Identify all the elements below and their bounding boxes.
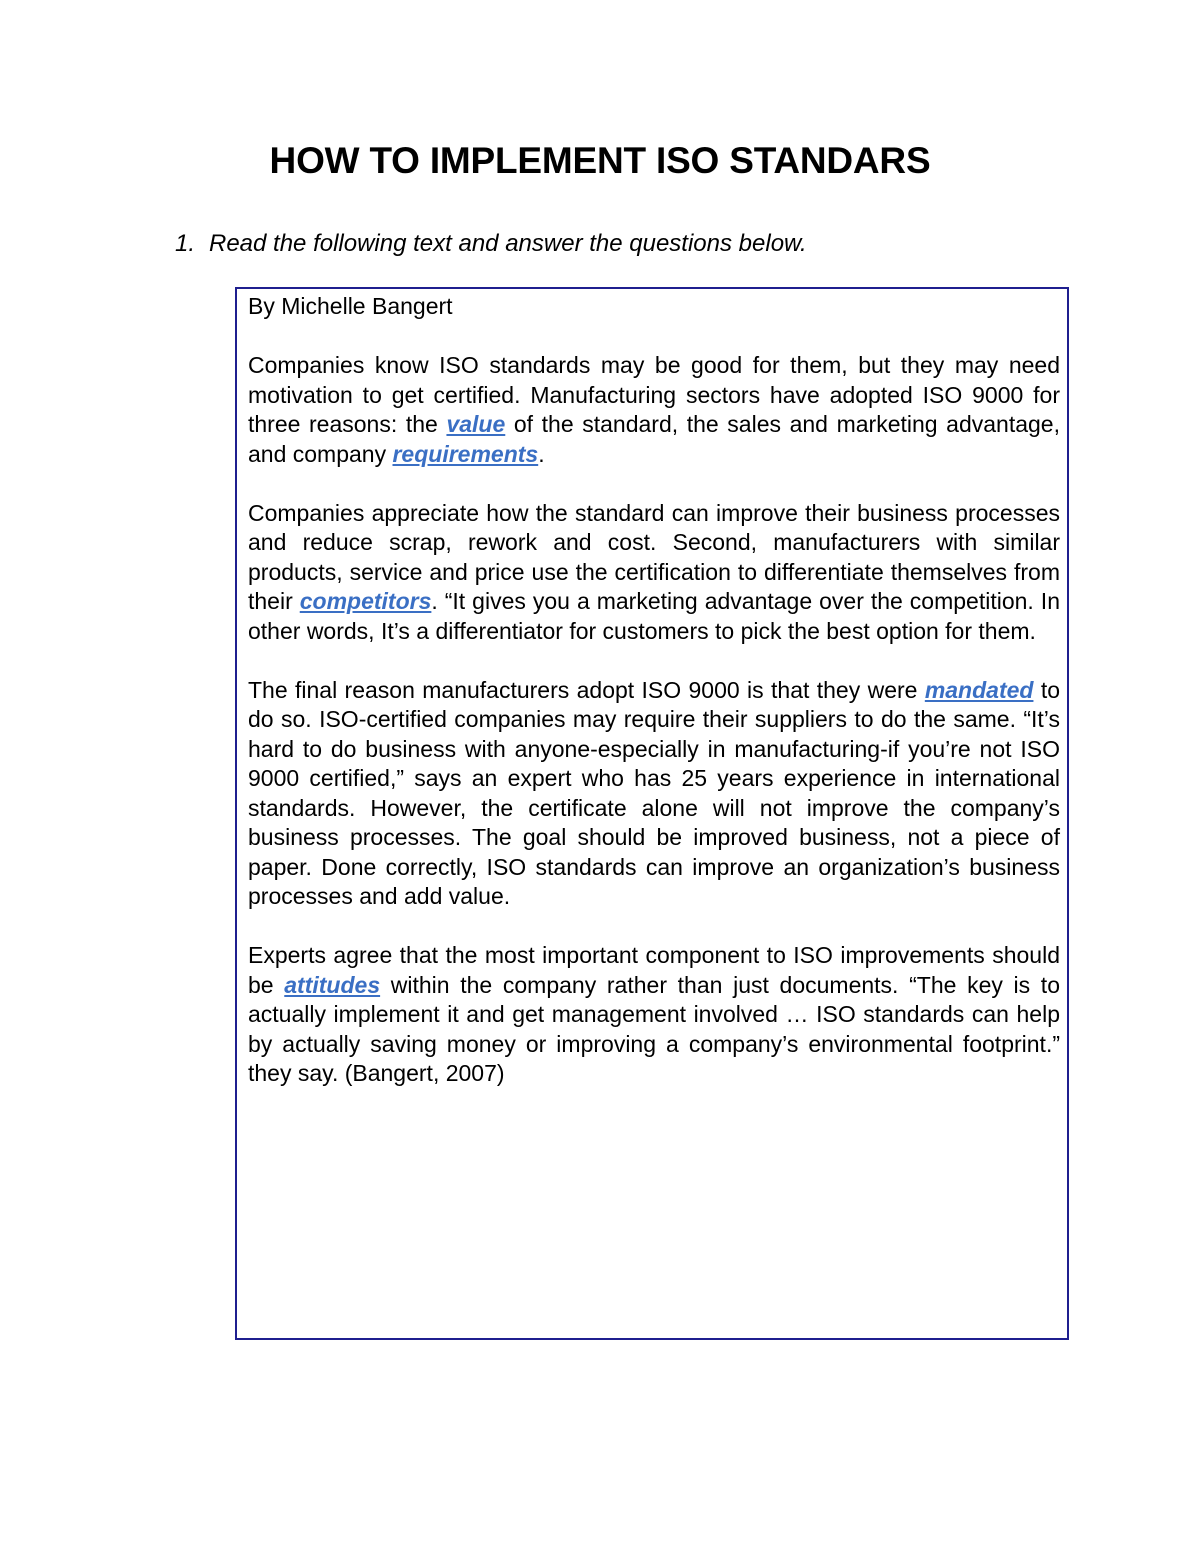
paragraph-text: . “It gives you a marketing advantage over the competition. In other words, It’s a differentiator for customers to pick the best option for them. [248,588,1060,644]
keyword-requirements[interactable]: requirements [392,440,539,467]
keyword-mandated[interactable]: mandated [924,676,1034,703]
keyword-competitors[interactable]: competitors [299,588,432,614]
passage-author: By Michelle Bangert [248,293,453,319]
reading-passage [248,292,1060,1118]
page-title: HOW TO IMPLEMENT ISO STANDARS [269,140,931,181]
paragraph-text: Companies appreciate how the standard can improve their business processes and reduce scrap, rework and cost. Second, manufacturers with similar products, service and price use the certification to differentiate themselves from their [248,499,1060,614]
keyword-attitudes[interactable]: attitudes [284,971,381,998]
paragraph-text: . [538,440,545,467]
paragraph-text: Experts agree that the most important component to ISO improvements should be [248,942,1060,998]
paragraph-text: within the company rather than just documents. “The key is to actually implement it and get management involved … ISO standards can help by actually saving money or improving a company’s environmental footprint.” they say. (Bangert, 2007) [248,971,1060,1086]
passage-paragraph-1 [248,351,1060,469]
paragraph-text: of the standard, the sales and marketing advantage, and company [248,411,1060,467]
paragraph-text: Companies know ISO standards may be good for them, but they may need motivation to get certified. Manufacturing sectors have adopted ISO 9000 for three reasons: the [248,352,1060,437]
instruction-text: Read the following text and answer the questions below. [209,230,807,257]
passage-paragraph-2 [248,499,1060,647]
passage-paragraph-3 [248,676,1060,912]
instruction-number: 1. [175,230,196,257]
paragraph-text: to do so. ISO-certified companies may require their suppliers to do the same. “It’s hard to do business with anyone-especially in manufacturing-if you’re not ISO 9000 certified,” says an expert who has 25 years experience in international standards. However, the certificate alone will not improve the company’s business processes. The goal should be improved business, not a piece of paper. Done correctly, ISO standards can improve an organization’s business processes and add value. [248,676,1060,909]
passage-paragraph-4 [248,941,1060,1089]
reading-passage-box [235,287,1069,1340]
instruction [175,230,807,258]
keyword-value[interactable]: value [446,411,506,437]
paragraph-text: The final reason manufacturers adopt ISO 9000 is that they were [248,676,925,703]
